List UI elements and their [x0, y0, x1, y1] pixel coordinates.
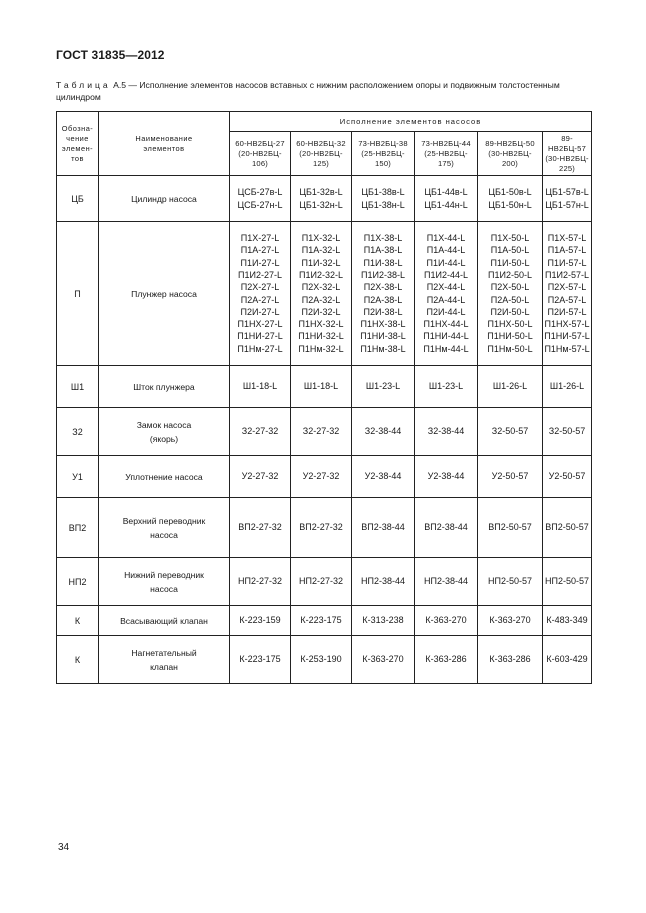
element-variant-cell: Ш1-18-L: [291, 366, 352, 408]
table-row: [57, 606, 592, 636]
table-row: [57, 222, 592, 366]
element-variant-cell: К-363-286: [415, 636, 478, 684]
element-name-cell: Замок насоса (якорь): [99, 408, 230, 456]
element-variant-cell: П1Х-50-L П1А-50-L П1И-50-L П1И2-50-L П2Х-50-L П2А-50-L П2И-50-L П1НХ-50-L П1НИ-50-L П1Нм-50-L: [478, 222, 543, 366]
element-variant-cell: К-483-349: [543, 606, 592, 636]
element-code-cell: ЦБ: [57, 176, 99, 222]
element-variant-cell: З2-38-44: [352, 408, 415, 456]
header-pump-variant: 60-НВ2БЦ-27 (20-НВ2БЦ- 106): [230, 132, 291, 176]
element-variant-cell: К-603-429: [543, 636, 592, 684]
element-variant-cell: К-223-175: [291, 606, 352, 636]
element-name-cell: Плунжер насоса: [99, 222, 230, 366]
element-variant-cell: НП2-38-44: [415, 558, 478, 606]
element-variant-cell: ЦСБ-27в-L ЦСБ-27н-L: [230, 176, 291, 222]
element-variant-cell: К-363-270: [352, 636, 415, 684]
table-caption-text: А.5 — Исполнение элементов насосов вставных с нижним расположением опоры и подвижным толстостенным цилиндром: [56, 80, 560, 102]
element-variant-cell: ЦБ1-50в-L ЦБ1-50н-L: [478, 176, 543, 222]
element-variant-cell: Ш1-23-L: [352, 366, 415, 408]
element-variant-cell: П1Х-57-L П1А-57-L П1И-57-L П1И2-57-L П2Х-57-L П2А-57-L П2И-57-L П1НХ-57-L П1НИ-57-L П1Нм-57-L: [543, 222, 592, 366]
element-name-cell: Цилиндр насоса: [99, 176, 230, 222]
element-variant-cell: З2-50-57: [543, 408, 592, 456]
element-variant-cell: К-223-175: [230, 636, 291, 684]
element-name-cell: Нагнетательный клапан: [99, 636, 230, 684]
element-variant-cell: НП2-50-57: [478, 558, 543, 606]
element-variant-cell: НП2-50-57: [543, 558, 592, 606]
element-variant-cell: У2-38-44: [352, 456, 415, 498]
element-variant-cell: П1Х-32-L П1А-32-L П1И-32-L П1И2-32-L П2Х-32-L П2А-32-L П2И-32-L П1НХ-32-L П1НИ-32-L П1Нм-32-L: [291, 222, 352, 366]
table-row: [57, 408, 592, 456]
table-row: [57, 636, 592, 684]
page-number: 34: [58, 842, 70, 853]
element-variant-cell: З2-38-44: [415, 408, 478, 456]
element-code-cell: Ш1: [57, 366, 99, 408]
element-variant-cell: У2-50-57: [543, 456, 592, 498]
element-variant-cell: ВП2-38-44: [415, 498, 478, 558]
element-variant-cell: П1Х-44-L П1А-44-L П1И-44-L П1И2-44-L П2Х-44-L П2А-44-L П2И-44-L П1НХ-44-L П1НИ-44-L П1Нм-44-L: [415, 222, 478, 366]
element-variant-cell: НП2-38-44: [352, 558, 415, 606]
element-variant-cell: Ш1-26-L: [543, 366, 592, 408]
element-variant-cell: П1Х-38-L П1А-38-L П1И-38-L П1И2-38-L П2Х-38-L П2А-38-L П2И-38-L П1НХ-38-L П1НИ-38-L П1Нм-38-L: [352, 222, 415, 366]
element-variant-cell: НП2-27-32: [230, 558, 291, 606]
element-name-cell: Шток плунжера: [99, 366, 230, 408]
element-variant-cell: У2-27-32: [230, 456, 291, 498]
element-variant-cell: ВП2-50-57: [478, 498, 543, 558]
document-header: ГОСТ 31835—2012: [56, 48, 165, 62]
table-row: [57, 366, 592, 408]
element-name-cell: Нижний переводник насоса: [99, 558, 230, 606]
element-name-cell: Всасывающий клапан: [99, 606, 230, 636]
element-variant-cell: К-313-238: [352, 606, 415, 636]
element-code-cell: ВП2: [57, 498, 99, 558]
elements-table: [56, 111, 592, 684]
table-caption: [56, 80, 592, 103]
element-variant-cell: У2-50-57: [478, 456, 543, 498]
table-caption-prefix: Таблица: [56, 80, 111, 90]
element-variant-cell: З2-27-32: [291, 408, 352, 456]
element-variant-cell: НП2-27-32: [291, 558, 352, 606]
element-variant-cell: З2-50-57: [478, 408, 543, 456]
header-designation: Обозна- чение элемен- тов: [57, 112, 99, 176]
element-variant-cell: Ш1-23-L: [415, 366, 478, 408]
element-variant-cell: У2-38-44: [415, 456, 478, 498]
element-variant-cell: К-253-190: [291, 636, 352, 684]
element-variant-cell: П1Х-27-L П1А-27-L П1И-27-L П1И2-27-L П2Х-27-L П2А-27-L П2И-27-L П1НХ-27-L П1НИ-27-L П1Нм-27-L: [230, 222, 291, 366]
header-name: Наименование элементов: [99, 112, 230, 176]
element-variant-cell: К-363-270: [415, 606, 478, 636]
element-variant-cell: ЦБ1-44в-L ЦБ1-44н-L: [415, 176, 478, 222]
element-code-cell: НП2: [57, 558, 99, 606]
element-variant-cell: ВП2-38-44: [352, 498, 415, 558]
element-variant-cell: К-363-286: [478, 636, 543, 684]
element-variant-cell: ВП2-27-32: [291, 498, 352, 558]
element-code-cell: У1: [57, 456, 99, 498]
element-code-cell: К: [57, 606, 99, 636]
header-pump-variant: 73-НВ2БЦ-44 (25-НВ2БЦ- 175): [415, 132, 478, 176]
element-code-cell: К: [57, 636, 99, 684]
header-group: Исполнение элементов насосов: [230, 112, 592, 132]
element-variant-cell: ВП2-27-32: [230, 498, 291, 558]
table-row: [57, 498, 592, 558]
table-row: [57, 176, 592, 222]
element-variant-cell: У2-27-32: [291, 456, 352, 498]
table-row: [57, 558, 592, 606]
header-pump-variant: 89-НВ2БЦ-50 (30-НВ2БЦ- 200): [478, 132, 543, 176]
header-pump-variant: 73-НВ2БЦ-38 (25-НВ2БЦ- 150): [352, 132, 415, 176]
element-name-cell: Верхний переводник насоса: [99, 498, 230, 558]
table-row: [57, 456, 592, 498]
element-variant-cell: Ш1-26-L: [478, 366, 543, 408]
element-variant-cell: ЦБ1-38в-L ЦБ1-38н-L: [352, 176, 415, 222]
header-pump-variant: 89-НВ2БЦ-57 (30-НВ2БЦ- 225): [543, 132, 592, 176]
element-code-cell: П: [57, 222, 99, 366]
element-variant-cell: ЦБ1-32в-L ЦБ1-32н-L: [291, 176, 352, 222]
element-code-cell: З2: [57, 408, 99, 456]
element-variant-cell: К-363-270: [478, 606, 543, 636]
element-variant-cell: ВП2-50-57: [543, 498, 592, 558]
element-variant-cell: ЦБ1-57в-L ЦБ1-57н-L: [543, 176, 592, 222]
element-variant-cell: З2-27-32: [230, 408, 291, 456]
element-variant-cell: К-223-159: [230, 606, 291, 636]
header-pump-variant: 60-НВ2БЦ-32 (20-НВ2БЦ- 125): [291, 132, 352, 176]
element-variant-cell: Ш1-18-L: [230, 366, 291, 408]
element-name-cell: Уплотнение насоса: [99, 456, 230, 498]
